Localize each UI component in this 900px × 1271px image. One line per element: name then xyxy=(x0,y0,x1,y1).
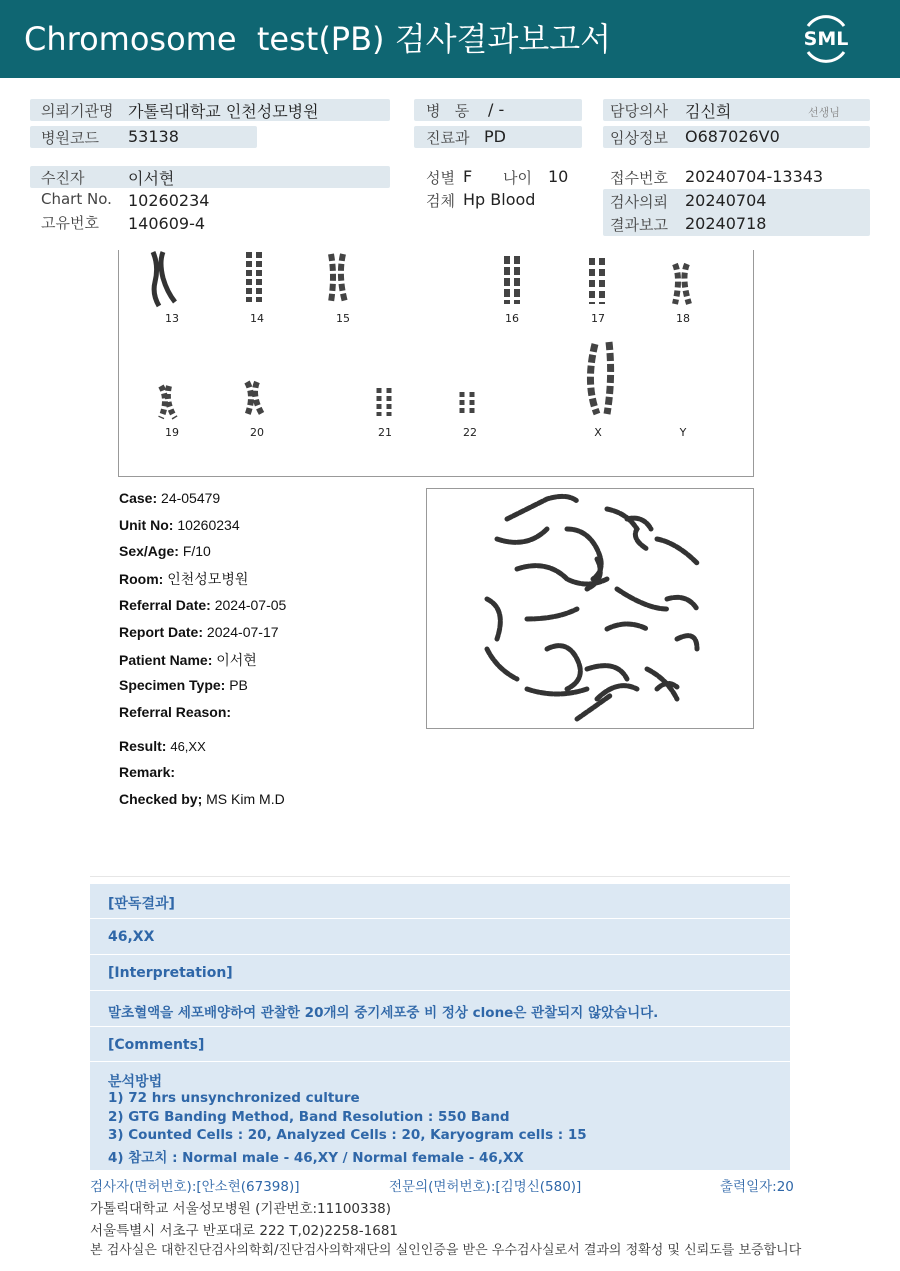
chromosome-label: 21 xyxy=(378,426,392,439)
checked-by-value: MS Kim M.D xyxy=(206,791,285,807)
clinical-value: O687026V0 xyxy=(685,127,780,146)
unique-label: 고유번호 xyxy=(41,214,99,232)
certification-text: 본 검사실은 대한진단검사의학회/진단검사의학재단의 실인인증을 받은 우수검사실로서 결과의 정확성 및 신뢰도를 보증합니다 xyxy=(90,1243,802,1258)
unit-label: Unit No: xyxy=(119,517,174,533)
department-label: 진료과 xyxy=(426,129,470,147)
case-value: 24-05479 xyxy=(161,490,221,506)
specimen-type-label: Specimen Type: xyxy=(119,677,226,693)
checked-by-label: Checked by; xyxy=(119,791,203,807)
specimen-label: 검체 xyxy=(426,192,455,210)
print-date: 출력일자:20 xyxy=(720,1179,794,1195)
chromosome-label: 14 xyxy=(250,312,264,325)
karyogram-chromosomes xyxy=(119,250,755,477)
report-value: 20240718 xyxy=(685,214,767,233)
chromosome-label: 19 xyxy=(165,426,179,439)
karyogram-panel xyxy=(118,250,754,477)
method-line: 2) GTG Banding Method, Band Resolution : 550 Band xyxy=(108,1109,510,1125)
doctor-label: 담당의사 xyxy=(610,102,668,120)
sex-label: 성별 xyxy=(426,169,455,187)
report-header xyxy=(0,0,900,78)
judgement-heading: [판독결과] xyxy=(108,896,175,912)
metaphase-spread-image xyxy=(426,488,754,729)
request-label: 검사의뢰 xyxy=(610,193,668,211)
chromosome-label: 13 xyxy=(165,312,179,325)
patient-value: 이서현 xyxy=(128,169,175,188)
method-line: 4) 참고치 : Normal male - 46,XY / Normal female - 46,XX xyxy=(108,1150,524,1166)
patient-label: 수진자 xyxy=(41,169,85,187)
judgement-band xyxy=(90,919,790,955)
interpretation-heading: [Interpretation] xyxy=(108,965,233,981)
department-value: PD xyxy=(484,127,506,146)
sexage-value: F/10 xyxy=(182,543,211,559)
report-date-label: Report Date: xyxy=(119,624,204,640)
result-label: Result: xyxy=(119,738,167,754)
request-value: 20240704 xyxy=(685,191,767,210)
receipt-label: 접수번호 xyxy=(610,169,668,187)
certification-clip xyxy=(90,1240,802,1258)
judgement-heading-band xyxy=(90,884,790,919)
remark-label: Remark: xyxy=(119,764,176,780)
sexage-label: Sex/Age: xyxy=(119,543,179,559)
referral-date-label: Referral Date: xyxy=(119,597,211,613)
chromosome-label: 18 xyxy=(676,312,690,325)
room-value: 인천성모병원 xyxy=(167,571,249,587)
receipt-value: 20240704-13343 xyxy=(685,167,824,186)
report-title: Chromosome test(PB) 검사결과보고서 xyxy=(24,20,612,58)
chart-label: Chart No. xyxy=(41,190,112,208)
chart-value: 10260234 xyxy=(128,191,210,210)
clinical-label: 임상정보 xyxy=(610,129,668,147)
institution-label: 의뢰기관명 xyxy=(41,102,114,120)
case-label: Case: xyxy=(119,490,158,506)
institution-value: 가톨릭대학교 인천성모병원 xyxy=(128,102,319,121)
chromosome-label: 15 xyxy=(336,312,350,325)
sml-logo xyxy=(798,12,854,64)
patient-name-value: 이서현 xyxy=(216,652,257,668)
interpretation-heading-band xyxy=(90,955,790,991)
report-date-value: 2024-07-17 xyxy=(206,624,279,640)
unit-value: 10260234 xyxy=(177,517,240,533)
chromosome-label: X xyxy=(594,426,602,439)
metaphase-chromosomes xyxy=(427,489,755,730)
report-label: 결과보고 xyxy=(610,216,668,234)
hospital-code-label: 병원코드 xyxy=(41,129,99,147)
specialist-info: 전문의(면허번호):[김명신(580)] xyxy=(389,1179,582,1195)
referral-date-value: 2024-07-05 xyxy=(214,597,287,613)
address-info: 서울특별시 서초구 반포대로 222 T,02)2258-1681 xyxy=(90,1223,398,1239)
interpretation-text: 말초혈액을 세포배양하여 관찰한 20개의 중기세포중 비 정상 clone은 관찰되지 않았습니다. xyxy=(108,1005,659,1021)
tester-info: 검사자(면허번호):[안소현(67398)] xyxy=(90,1179,300,1195)
panel-divider xyxy=(90,876,790,877)
judgement-value: 46,XX xyxy=(108,929,155,945)
interpretation-band xyxy=(90,991,790,1027)
comments-heading: [Comments] xyxy=(108,1037,205,1053)
doctor-value: 김신희 xyxy=(685,102,732,121)
comments-heading-band xyxy=(90,1027,790,1062)
unique-value: 140609-4 xyxy=(128,214,206,233)
hospital-info: 가톨릭대학교 서울성모병원 (기관번호:11100338) xyxy=(90,1201,392,1217)
chromosome-label: 16 xyxy=(505,312,519,325)
chromosome-label: 20 xyxy=(250,426,264,439)
hospital-code-value: 53138 xyxy=(128,127,179,146)
chromosome-label: 17 xyxy=(591,312,605,325)
specimen-value: Hp Blood xyxy=(463,190,536,209)
chromosome-label: 22 xyxy=(463,426,477,439)
age-value: 10 xyxy=(548,167,569,186)
age-label: 나이 xyxy=(503,169,532,187)
sml-logo-text: SML xyxy=(803,28,849,50)
doctor-suffix: 선생님 xyxy=(808,106,840,119)
result-value: 46,XX xyxy=(170,739,206,754)
room-label: Room: xyxy=(119,571,164,587)
method-heading: 분석방법 xyxy=(108,1074,163,1090)
method-line: 3) Counted Cells : 20, Analyzed Cells : 20, Karyogram cells : 15 xyxy=(108,1127,587,1143)
patient-name-label: Patient Name: xyxy=(119,652,213,668)
sex-value: F xyxy=(463,167,473,186)
ward-value: / - xyxy=(488,100,505,119)
ward-label: 병 동 xyxy=(426,102,470,120)
specimen-type-value: PB xyxy=(229,677,248,693)
method-line: 1) 72 hrs unsynchronized culture xyxy=(108,1090,360,1106)
referral-reason-label: Referral Reason: xyxy=(119,704,232,720)
chromosome-label: Y xyxy=(679,426,687,439)
